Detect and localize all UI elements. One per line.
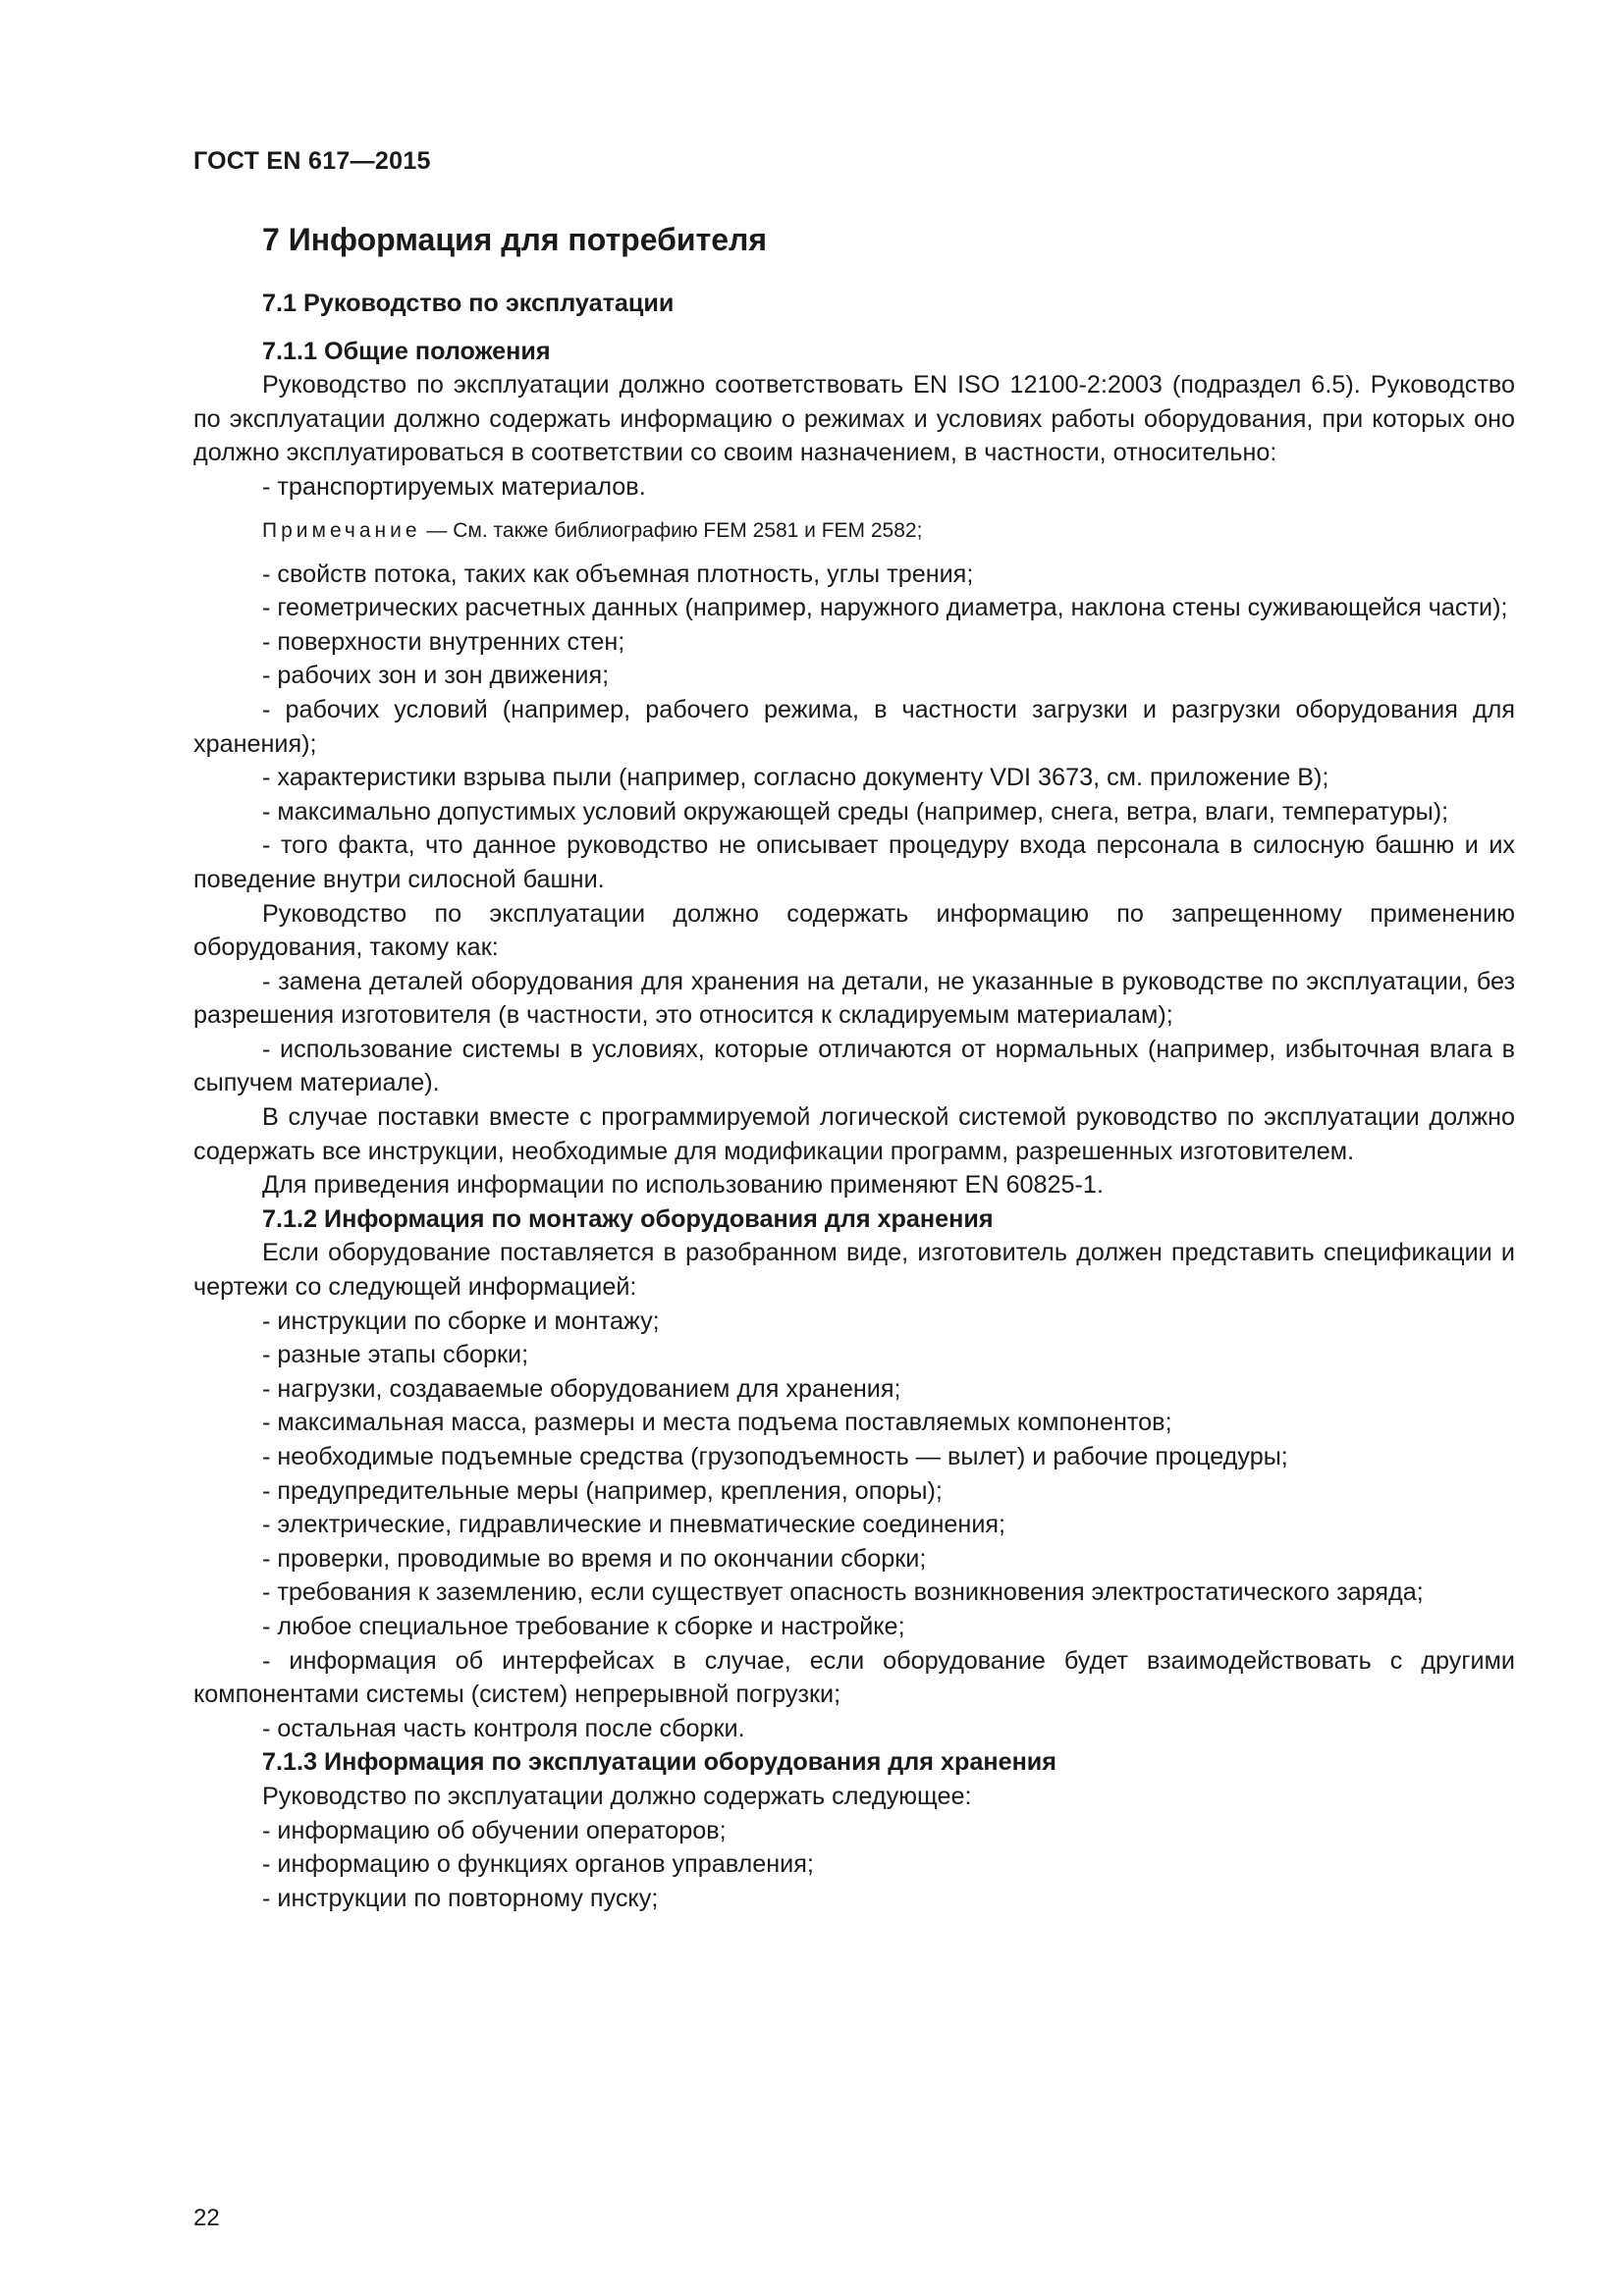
list-item: - рабочих условий (например, рабочего режима, в частности загрузки и разгрузки оборудования для хранения); — [193, 695, 1515, 758]
subsection-title-7-1-2: 7.1.2 Информация по монтажу оборудования для хранения — [262, 1204, 994, 1233]
list-item: - поверхности внутренних стен; — [262, 627, 625, 656]
list-item: - свойств потока, таких как объемная плотность, углы трения; — [262, 560, 974, 588]
document-code-header: ГОСТ EN 617—2015 — [193, 147, 431, 175]
list-item: - замена деталей оборудования для хранения на детали, не указанные в руководстве по эксплуатации, без разрешения изготовителя (в частности, это относится к складируемым материалам); — [193, 967, 1515, 1030]
note-label: Примечание — [262, 518, 421, 542]
subsection-title-7-1-3: 7.1.3 Информация по эксплуатации оборудования для хранения — [262, 1748, 1056, 1777]
list-item: - проверки, проводимые во время и по окончании сборки; — [262, 1544, 927, 1573]
list-item: - предупредительные меры (например, крепления, опоры); — [262, 1476, 943, 1505]
paragraph: В случае поставки вместе с программируемой логической системой руководство по эксплуатации должно содержать все инструкции, необходимые для модификации программ, разрешенных изготовителем. — [193, 1103, 1515, 1165]
list-item: - остальная часть контроля после сборки. — [262, 1714, 745, 1742]
list-item: - того факта, что данное руководство не описывает процедуру входа персонала в силосную башню и их поведение внутри силосной башни. — [193, 831, 1515, 893]
note-text: — См. также библиографию FEM 2581 и FEM 2582; — [420, 518, 923, 542]
list-item: - необходимые подъемные средства (грузоподъемность — вылет) и рабочие процедуры; — [262, 1443, 1288, 1470]
list-item: - использование системы в условиях, которые отличаются от нормальных (например, избыточная влага в сыпучем материале). — [193, 1035, 1515, 1097]
list-item: - инструкции по повторному пуску; — [262, 1884, 659, 1912]
list-item: - максимальная масса, размеры и места подъема поставляемых компонентов; — [262, 1409, 1172, 1437]
subsection-title-7-1: 7.1 Руководство по эксплуатации — [262, 290, 675, 317]
paragraph: Если оборудование поставляется в разобранном виде, изготовитель должен представить спецификации и чертежи со следующей информацией: — [193, 1239, 1515, 1302]
list-item: - геометрических расчетных данных (например, наружного диаметра, наклона стены суживающейся части); — [262, 594, 1508, 622]
paragraph: Руководство по эксплуатации должно содержать информацию по запрещенному применению оборудования, такому как: — [193, 899, 1515, 962]
paragraph: Руководство по эксплуатации должно соответствовать EN ISO 12100-2:2003 (подраздел 6.5). Руководство по эксплуатации должно содержать информацию о режимах и условиях работы оборудования, при которых оно должно эксплуатироваться в соответствии со своим назначением, в частности, относительно: — [193, 371, 1515, 467]
subsection-title-7-1-1: 7.1.1 Общие положения — [262, 337, 551, 365]
section-title: 7 Информация для потребителя — [262, 222, 767, 257]
paragraph: Руководство по эксплуатации должно содержать следующее: — [262, 1782, 972, 1810]
list-item: - любое специальное требование к сборке и настройке; — [262, 1612, 905, 1640]
note — [193, 516, 1515, 546]
list-item: - нагрузки, создаваемые оборудованием для хранения; — [262, 1374, 901, 1403]
document-body — [193, 218, 1515, 1915]
page-number: 22 — [193, 2205, 220, 2231]
list-item: - электрические, гидравлические и пневматические соединения; — [262, 1511, 1006, 1539]
list-item: - инструкции по сборке и монтажу; — [262, 1307, 660, 1335]
list-item: - информацию об обучении операторов; — [262, 1816, 727, 1844]
list-item: - максимально допустимых условий окружающей среды (например, снега, ветра, влаги, температуры); — [262, 797, 1449, 826]
list-item: - рабочих зон и зон движения; — [262, 662, 610, 690]
list-item: - транспортируемых материалов. — [262, 472, 646, 501]
list-item: - разные этапы сборки; — [262, 1341, 529, 1369]
list-item: - характеристики взрыва пыли (например, согласно документу VDI 3673, см. приложение В); — [262, 764, 1329, 792]
list-item: - требования к заземлению, если существует опасность возникновения электростатического заряда; — [262, 1578, 1424, 1607]
paragraph: Для приведения информации по использованию применяют EN 60825-1. — [262, 1171, 1104, 1200]
list-item: - информация об интерфейсах в случае, если оборудование будет взаимодействовать с другими компонентами системы (систем) непрерывной погрузки; — [193, 1646, 1515, 1709]
list-item: - информацию о функциях органов управления; — [262, 1850, 814, 1879]
